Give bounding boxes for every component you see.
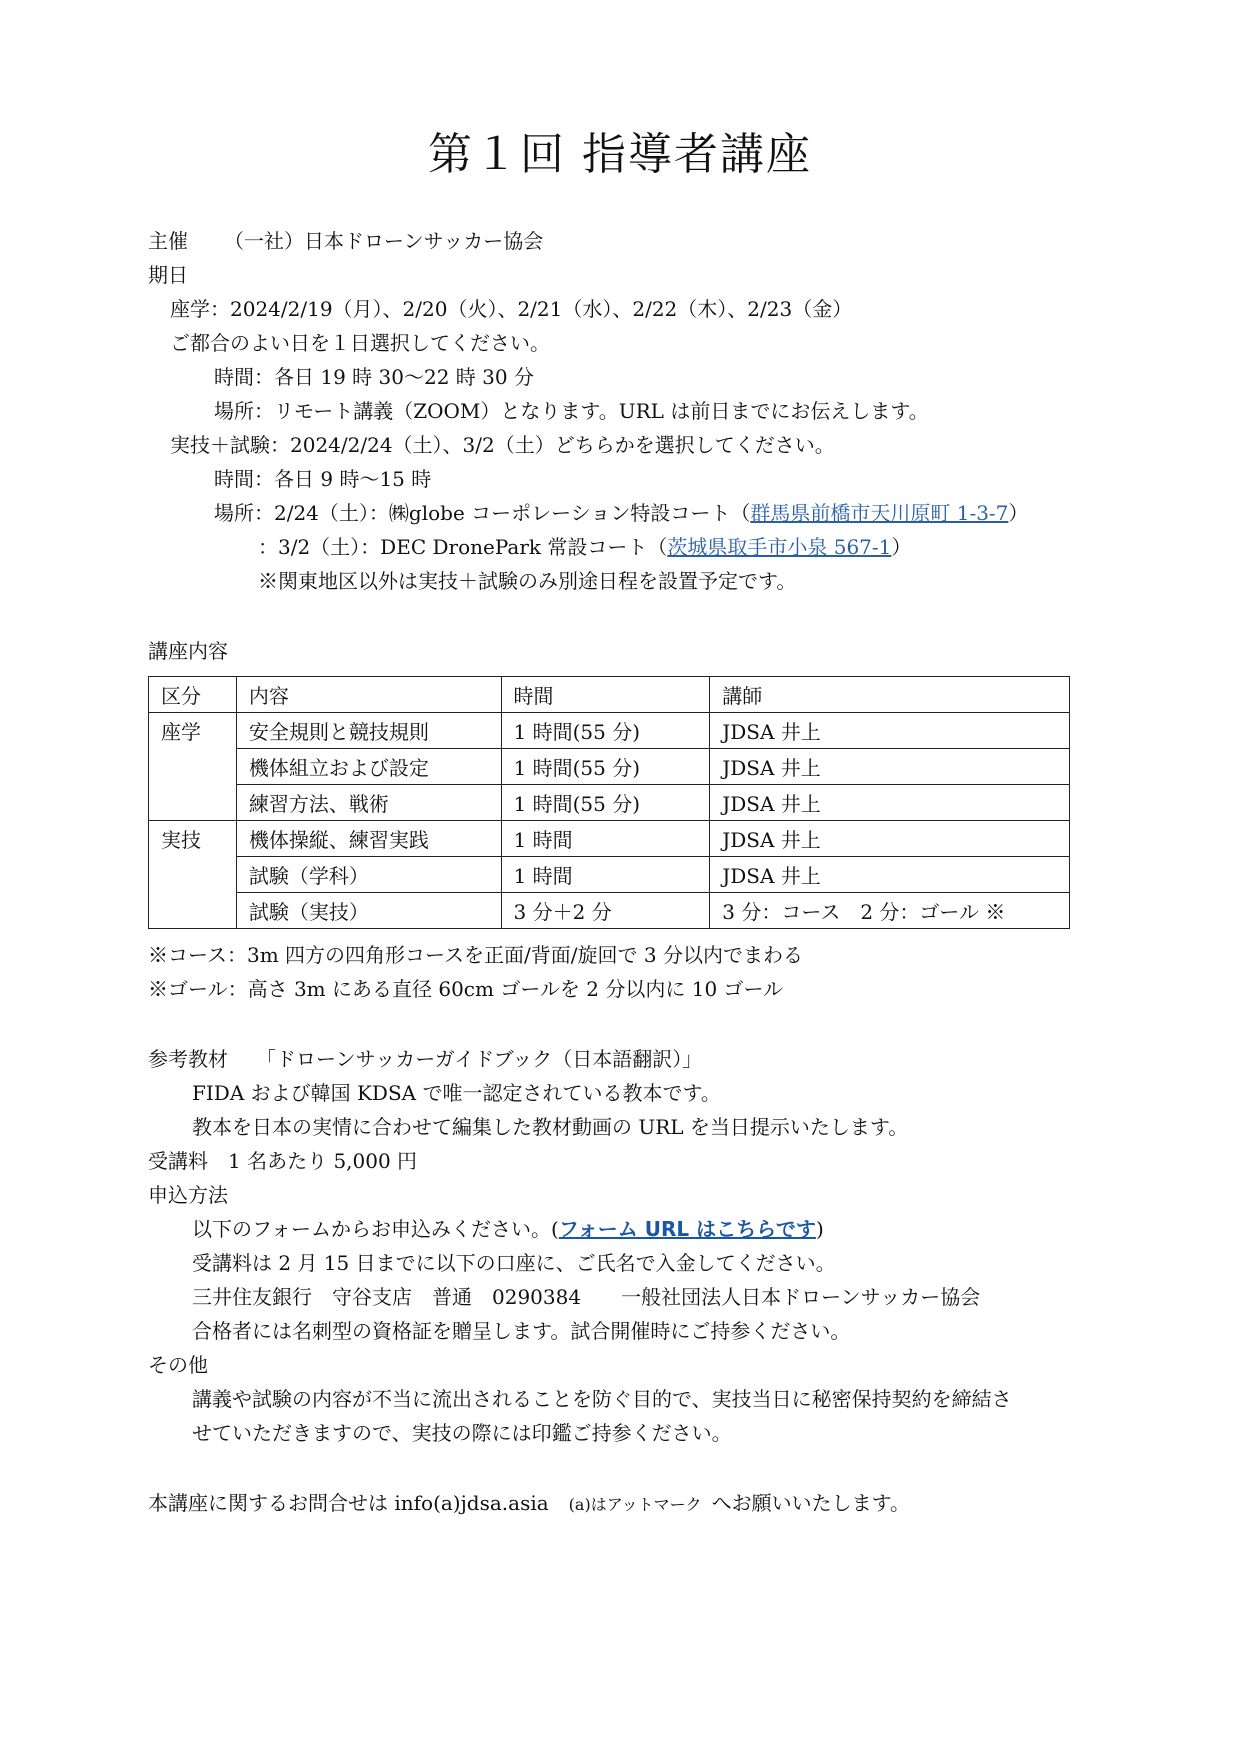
fee-value: 1 名あたり 5,000 円	[228, 1149, 418, 1173]
lecturer-cell: JDSA 井上	[710, 857, 1070, 893]
application-line-1	[192, 1214, 824, 1244]
bank-account: 三井住友銀行 守谷支店 普通 0290384 一般社団法人日本ドローンサッカー協会	[192, 1285, 981, 1309]
application-label: 申込方法	[148, 1183, 228, 1207]
material-title: 「ドローンサッカーガイドブック（日本語翻訳）」	[256, 1047, 703, 1071]
application-line-2: 受講料は 2 月 15 日までに以下の口座に、ご氏名で入金してください。	[192, 1251, 836, 1275]
header-category: 区分	[149, 677, 237, 713]
fee-line	[148, 1146, 417, 1176]
contact-at-note: (a)はアットマーク	[568, 1495, 702, 1514]
header-content: 内容	[236, 677, 501, 713]
schedule-label: 期日	[148, 263, 188, 287]
organizer-value: （一社）日本ドローンサッカー協会	[224, 229, 544, 253]
schedule-practical-time: 時間：各日 9 時～15 時	[214, 467, 432, 491]
other-line-1: 講義や試験の内容が不当に流出されることを防ぐ目的で、実技当日に秘密保持契約を締結さ	[192, 1387, 1012, 1411]
schedule-classroom: 座学：2024/2/19（月）、2/20（火）、2/21（水）、2/22（木）、2/23（金）	[170, 297, 853, 321]
lecturer-cell: JDSA 井上	[710, 821, 1070, 857]
close-paren: ）	[1008, 501, 1029, 525]
content-cell: 練習方法、戦術	[236, 785, 501, 821]
time-cell: 1 時間	[501, 821, 710, 857]
application-line-4: 合格者には名刺型の資格証を贈呈します。試合開催時にご持参ください。	[192, 1319, 851, 1343]
content-cell: 機体操縦、練習実践	[236, 821, 501, 857]
organizer-line	[148, 226, 543, 256]
schedule-place-2	[258, 532, 911, 562]
content-cell: 試験（学科）	[236, 857, 501, 893]
other-label: その他	[148, 1353, 208, 1377]
table-row	[149, 785, 1070, 821]
place-1-map-link[interactable]: 群馬県前橋市天川原町 1-3-7	[750, 501, 1009, 525]
close-paren: ）	[891, 535, 912, 559]
schedule-practical: 実技＋試験：2024/2/24（土）、3/2（土）どちらかを選択してください。	[170, 433, 835, 457]
other-line-2: せていただきますので、実技の際には印鑑ご持参ください。	[192, 1421, 732, 1445]
application-text: 以下のフォームからお申込みください。(	[192, 1217, 559, 1241]
contact-text: 本講座に関するお問合せは info(a)jdsa.asia	[148, 1491, 569, 1515]
table-header-row	[149, 677, 1070, 713]
place-1-text: 場所：2/24（土）：㈱globe コーポレーション特設コート（	[214, 501, 751, 525]
contact-suffix: へお願いいたします。	[711, 1491, 910, 1515]
table-row	[149, 821, 1070, 857]
lecturer-cell: JDSA 井上	[710, 749, 1070, 785]
schedule-classroom-place: 場所：リモート講義（ZOOM）となります。URL は前日までにお伝えします。	[214, 399, 929, 423]
category-cell: 座学	[149, 713, 237, 821]
course-note-2: ※ゴール：高さ 3m にある直径 60cm ゴールを 2 分以内に 10 ゴール	[148, 977, 784, 1001]
close-paren: )	[815, 1217, 824, 1241]
contact-line	[148, 1488, 910, 1520]
table-row	[149, 713, 1070, 749]
content-cell: 安全規則と競技規則	[236, 713, 501, 749]
header-time: 時間	[501, 677, 710, 713]
lecturer-cell: 3 分：コース 2 分：ゴール ※	[710, 893, 1070, 929]
time-cell: 1 時間(55 分)	[501, 713, 710, 749]
content-cell: 試験（実技）	[236, 893, 501, 929]
material-line-2: 教本を日本の実情に合わせて編集した教材動画の URL を当日提示いたします。	[192, 1115, 909, 1139]
lecturer-cell: JDSA 井上	[710, 713, 1070, 749]
header-lecturer: 講師	[710, 677, 1070, 713]
lecturer-cell: JDSA 井上	[710, 785, 1070, 821]
material-line	[148, 1044, 702, 1074]
organizer-label: 主催	[148, 229, 188, 253]
schedule-classroom-time: 時間：各日 19 時 30～22 時 30 分	[214, 365, 534, 389]
schedule-classroom-note: ご都合のよい日を１日選択してください。	[170, 331, 550, 355]
time-cell: 1 時間	[501, 857, 710, 893]
time-cell: 3 分＋2 分	[501, 893, 710, 929]
page-title: 第１回 指導者講座	[428, 129, 812, 180]
schedule-note: ※関東地区以外は実技＋試験のみ別途日程を設置予定です。	[258, 569, 797, 593]
table-row	[149, 749, 1070, 785]
course-label: 講座内容	[148, 639, 228, 663]
form-url-link[interactable]: フォーム URL はこちらです	[558, 1217, 816, 1241]
material-line-1: FIDA および韓国 KDSA で唯一認定されている教本です。	[192, 1081, 721, 1105]
schedule-place-1	[214, 498, 1028, 528]
course-table	[148, 676, 1070, 929]
content-cell: 機体組立および設定	[236, 749, 501, 785]
place-2-text: ：3/2（土）：DEC DronePark 常設コート（	[258, 535, 668, 559]
course-note-1: ※コース：3m 四方の四角形コースを正面/背面/旋回で 3 分以内でまわる	[148, 943, 803, 967]
table-row	[149, 893, 1070, 929]
table-row	[149, 857, 1070, 893]
place-2-map-link[interactable]: 茨城県取手市小泉 567-1	[667, 535, 892, 559]
time-cell: 1 時間(55 分)	[501, 749, 710, 785]
fee-label: 受講料	[148, 1149, 208, 1173]
material-label: 参考教材	[148, 1047, 228, 1071]
category-cell: 実技	[149, 821, 237, 929]
time-cell: 1 時間(55 分)	[501, 785, 710, 821]
